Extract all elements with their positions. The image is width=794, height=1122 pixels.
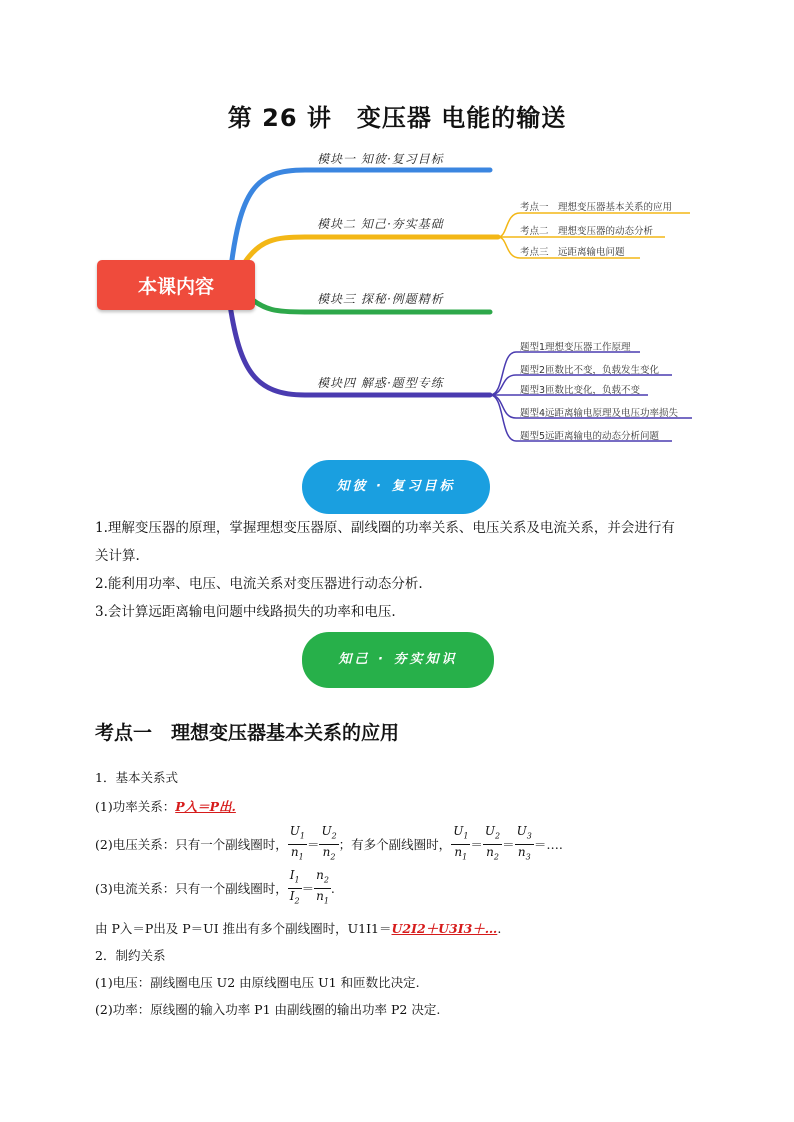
leaf-type-4: 题型4远距离输电原理及电压功率损失	[520, 408, 679, 419]
equals-sign: ＝	[470, 837, 483, 852]
multi-coil-formula: U2I2＋U3I3＋…	[391, 921, 498, 936]
text-current-relation	[95, 870, 335, 906]
fraction-u2-n2: $\frac{U_2}{n_2}$	[321, 824, 337, 861]
branch-label-module-1: 模块一 知彼·复习目标	[317, 152, 444, 166]
current-relation-prefix: (3)电流关系：只有一个副线圈时，	[95, 881, 288, 896]
multi-coil-tail: .	[497, 921, 502, 936]
goal-line: 1.理解变压器的原理，掌握理想变压器原、副线圈的功率关系、电压关系及电流关系，并会进行有	[95, 520, 675, 536]
text-multi-coil	[95, 919, 501, 937]
text-basic-relations: 1．基本关系式	[95, 770, 178, 785]
fraction-u2-n2: $\frac{U_2}{n_2}$	[484, 824, 501, 861]
power-relation-formula: P入＝P出.	[175, 799, 236, 814]
text-voltage-relation	[95, 826, 563, 862]
voltage-relation-tail: ＝….	[533, 837, 563, 852]
fraction-u1-n1: $\frac{U_1}{n_1}$	[289, 824, 305, 861]
branch-label-module-3: 模块三 探秘·例题精析	[317, 292, 444, 306]
leaf-type-5: 题型5远距离输电的动态分析问题	[520, 431, 660, 442]
section-pill-basics: 知己 · 夯实知识	[302, 632, 494, 688]
power-relation-prefix: (1)功率关系：	[95, 799, 176, 814]
fraction-u3-n3: $\frac{U_3}{n_3}$	[516, 824, 532, 861]
branch-label-module-4: 模块四 解惑·题型专练	[317, 376, 444, 390]
fraction-n2-n1: $\frac{n_2}{n_1}$	[316, 868, 329, 905]
section-pill-review-goals: 知彼 · 复习目标	[302, 460, 490, 514]
equals-sign: ＝	[502, 837, 515, 852]
equals-sign: ＝	[301, 881, 315, 896]
mindmap-center-label: 本课内容	[137, 276, 214, 298]
fraction-i1-i2: $\frac{I_1}{I_2}$	[289, 868, 300, 905]
current-relation-tail: .	[330, 880, 335, 896]
text-power-relation	[95, 797, 236, 815]
voltage-relation-prefix: (2)电压关系：只有一个副线圈时，	[95, 837, 288, 852]
text-power-constraint: (2)功率：原线圈的输入功率 P1 由副线圈的输出功率 P2 决定.	[95, 1002, 441, 1017]
goal-line: 2.能利用功率、电压、电流关系对变压器进行动态分析.	[95, 576, 423, 592]
fraction-u1-n1: $\frac{U_1}{n_1}$	[453, 824, 469, 861]
leaf-type-3: 题型3匝数比变化，负载不变	[520, 385, 641, 396]
section-heading: 考点一 理想变压器基本关系的应用	[95, 722, 400, 744]
leaf-type-1: 题型1理想变压器工作原理	[520, 342, 631, 353]
goal-line: 3.会计算远距离输电问题中线路损失的功率和电压.	[95, 604, 396, 620]
page-title: 第 26 讲 变压器 电能的输送	[227, 104, 567, 132]
text-voltage-constraint: (1)电压：副线圈电压 U2 由原线圈电压 U1 和匝数比决定.	[95, 975, 420, 990]
leaf-topic-1: 考点一 理想变压器基本关系的应用	[520, 202, 673, 213]
leaf-topic-3: 考点三 远距离输电问题	[520, 247, 625, 258]
leaf-topic-2: 考点二 理想变压器的动态分析	[520, 226, 654, 237]
multi-coil-prefix: 由 P入＝P出及 P＝UI 推出有多个副线圈时，U1I1＝	[95, 921, 392, 936]
equals-sign: ＝	[306, 837, 320, 852]
text-constraint-relations: 2．制约关系	[95, 948, 166, 963]
leaf-type-2: 题型2匝数比不变，负载发生变化	[520, 365, 660, 376]
branch-label-module-2: 模块二 知己·夯实基础	[317, 217, 444, 231]
goal-line: 关计算.	[95, 548, 140, 564]
branch-line-yellow	[245, 237, 498, 262]
voltage-relation-mid: ；有多个副线圈时，	[338, 837, 452, 852]
